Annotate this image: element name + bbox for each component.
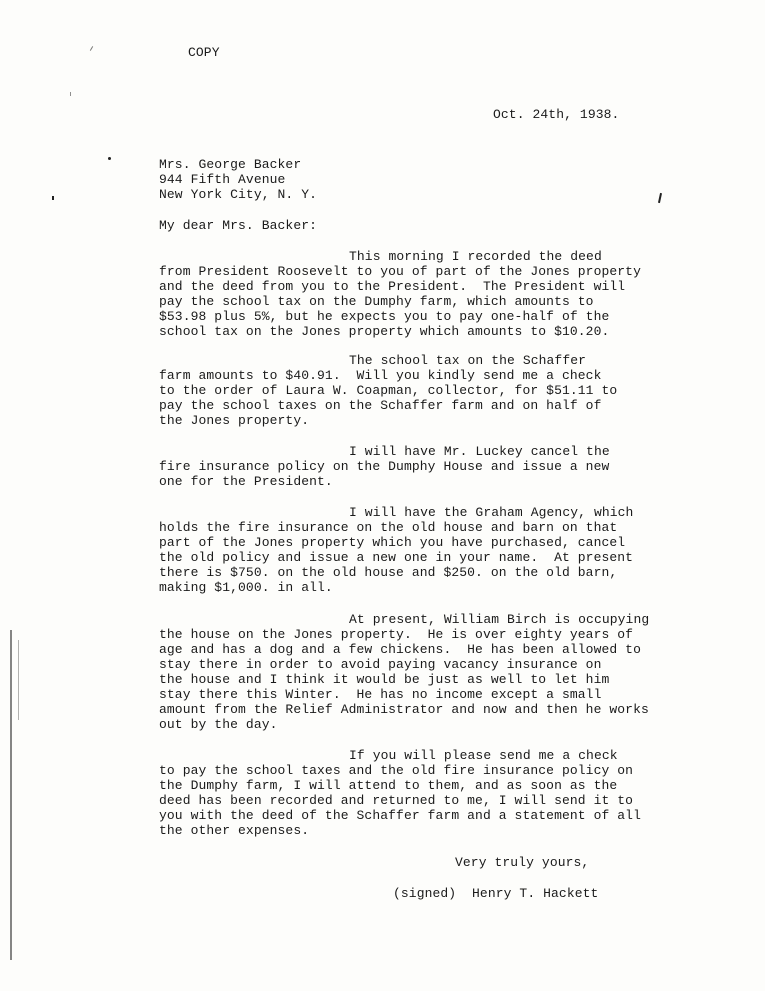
scan-mark xyxy=(18,640,19,720)
paragraph-line: stay there in order to avoid paying vacancy insurance on xyxy=(159,657,602,672)
scan-mark xyxy=(52,196,54,200)
paragraph-line: $53.98 plus 5%, but he expects you to pay one-half of the xyxy=(159,309,610,324)
paragraph xyxy=(159,249,659,339)
recipient-city: New York City, N. Y. xyxy=(159,187,318,202)
salutation: My dear Mrs. Backer: xyxy=(159,218,318,233)
paragraph-line: school tax on the Jones property which amounts to $10.20. xyxy=(159,324,610,339)
paragraph xyxy=(159,748,659,838)
paragraph-line: the other expenses. xyxy=(159,823,310,838)
closing: Very truly yours, xyxy=(455,855,590,870)
paragraph-line: making $1,000. in all. xyxy=(159,580,333,595)
paragraph-line: you with the deed of the Schaffer farm and a statement of all xyxy=(159,808,641,823)
paragraph-line: out by the day. xyxy=(159,717,278,732)
paragraph-line: holds the fire insurance on the old house and barn on that xyxy=(159,520,618,535)
paragraph-line: one for the President. xyxy=(159,474,333,489)
letter-date: Oct. 24th, 1938. xyxy=(493,107,620,122)
paragraph-line: the Dumphy farm, I will attend to them, and as soon as the xyxy=(159,778,618,793)
paragraph-line: there is $750. on the old house and $250. on the old barn, xyxy=(159,565,618,580)
paragraph-line: The school tax on the Schaffer xyxy=(349,353,587,368)
paragraph-line: At present, William Birch is occupying xyxy=(349,612,650,627)
paragraph xyxy=(159,353,659,428)
paragraph xyxy=(159,444,659,489)
paragraph-line: age and has a dog and a few chickens. He has been allowed to xyxy=(159,642,641,657)
paragraph-line: pay the school tax on the Dumphy farm, which amounts to xyxy=(159,294,594,309)
paragraph-line: from President Roosevelt to you of part of the Jones property xyxy=(159,264,641,279)
recipient-street: 944 Fifth Avenue xyxy=(159,172,286,187)
paragraph-line: the old policy and issue a new one in your name. At present xyxy=(159,550,634,565)
scan-mark xyxy=(10,630,12,960)
paragraph-line: stay there this Winter. He has no income except a small xyxy=(159,687,602,702)
paragraph-line: the house on the Jones property. He is over eighty years of xyxy=(159,627,634,642)
scan-mark xyxy=(90,46,93,51)
paragraph xyxy=(159,612,659,732)
paragraph-line: I will have Mr. Luckey cancel the xyxy=(349,444,610,459)
recipient-name: Mrs. George Backer xyxy=(159,157,302,172)
scan-mark xyxy=(108,157,111,160)
paragraph-line: fire insurance policy on the Dumphy House and issue a new xyxy=(159,459,610,474)
signature: (signed) Henry T. Hackett xyxy=(393,886,599,901)
paragraph xyxy=(159,505,659,595)
paragraph-line: amount from the Relief Administrator and now and then he works xyxy=(159,702,649,717)
paragraph-line: I will have the Graham Agency, which xyxy=(349,505,634,520)
scan-mark xyxy=(658,193,662,203)
paragraph-line: deed has been recorded and returned to me, I will send it to xyxy=(159,793,634,808)
paragraph-line: and the deed from you to the President. The President will xyxy=(159,279,626,294)
scan-mark xyxy=(70,92,71,96)
paragraph-line: the house and I think it would be just as well to let him xyxy=(159,672,610,687)
paragraph-line: farm amounts to $40.91. Will you kindly send me a check xyxy=(159,368,602,383)
paragraph-line: the Jones property. xyxy=(159,413,310,428)
paragraph-line: This morning I recorded the deed xyxy=(349,249,602,264)
paragraph-line: If you will please send me a check xyxy=(349,748,618,763)
paragraph-line: pay the school taxes on the Schaffer farm and on half of xyxy=(159,398,602,413)
paragraph-line: part of the Jones property which you have purchased, cancel xyxy=(159,535,626,550)
paragraph-line: to the order of Laura W. Coapman, collector, for $51.11 to xyxy=(159,383,618,398)
paragraph-line: to pay the school taxes and the old fire insurance policy on xyxy=(159,763,634,778)
copy-label: COPY xyxy=(188,45,220,60)
